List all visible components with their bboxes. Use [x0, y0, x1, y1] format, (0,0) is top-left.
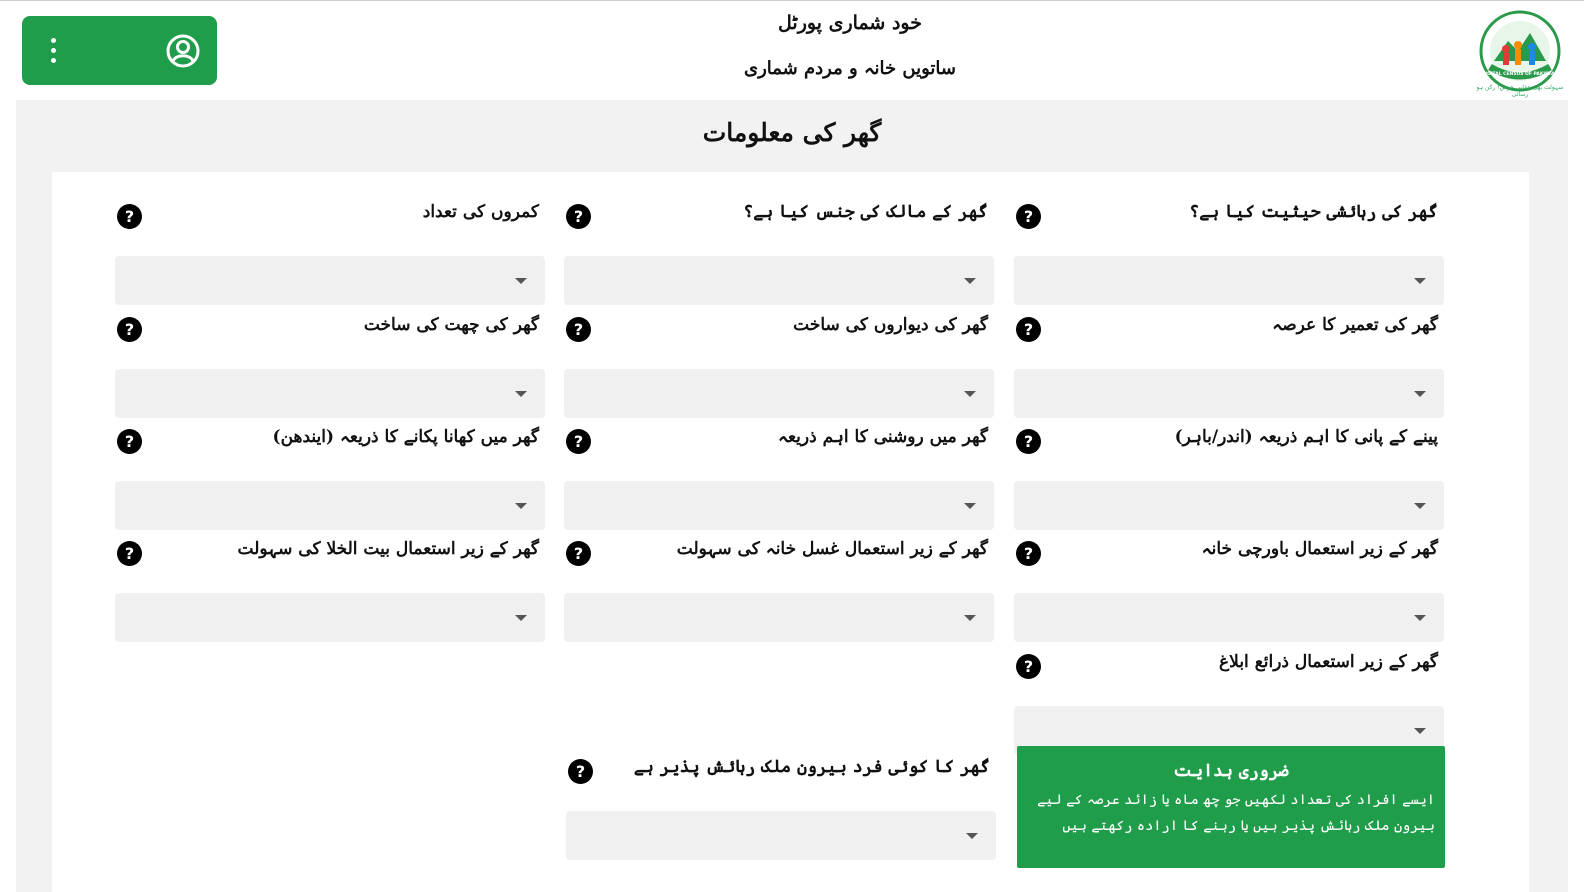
question-circle-icon[interactable]: ?	[568, 759, 593, 784]
chevron-down-icon	[964, 615, 976, 621]
field-label: گھر کے زیر استعمال باورچی خانہ	[1201, 539, 1438, 559]
question-circle-icon[interactable]: ?	[1016, 654, 1041, 679]
top-border	[0, 0, 1584, 1]
main-panel	[16, 100, 1568, 892]
chevron-down-icon	[964, 503, 976, 509]
kitchen-select[interactable]	[1014, 593, 1444, 642]
header-menu-box[interactable]	[22, 16, 217, 85]
wall-material-select[interactable]	[564, 369, 994, 418]
user-circle-icon[interactable]	[165, 33, 201, 69]
question-circle-icon[interactable]: ?	[566, 541, 591, 566]
chevron-down-icon	[1414, 728, 1426, 734]
kebab-menu-icon[interactable]	[50, 38, 56, 63]
chevron-down-icon	[1414, 278, 1426, 284]
question-circle-icon[interactable]: ?	[1016, 541, 1041, 566]
chevron-down-icon	[515, 503, 527, 509]
room-count-select[interactable]	[115, 256, 545, 305]
question-circle-icon[interactable]: ?	[566, 429, 591, 454]
member-abroad-select[interactable]	[566, 811, 996, 860]
chevron-down-icon	[515, 615, 527, 621]
question-circle-icon[interactable]: ?	[117, 429, 142, 454]
field-label: گھر کی دیواروں کی ساخت	[793, 315, 988, 335]
chevron-down-icon	[964, 391, 976, 397]
question-circle-icon[interactable]: ?	[117, 541, 142, 566]
field-label: گھر کے زیر استعمال غسل خانہ کی سہولت	[676, 539, 988, 559]
question-circle-icon[interactable]: ?	[566, 317, 591, 342]
field-label: گھر کے زیر استعمال بیت الخلا کی سہولت	[237, 539, 539, 559]
census-title: ساتویں خانہ و مردم شماری	[743, 58, 956, 79]
field-label: گھر میں کھانا پکانے کا ذریعہ (ایندھن)	[272, 427, 539, 447]
page-title: گھر کی معلومات	[702, 118, 882, 147]
notice-body: ایسے افراد کی تعداد لکھیں جو چھ ماہ یا زائد عرصہ کے لیے بیرون ملک رہائش پذیر ہیں یا رہنے کا ارادہ رکھتے ہیں	[1037, 792, 1435, 834]
logo-text: DIGITAL CENSUS OF PAKISTAN	[1481, 72, 1559, 77]
field-label: گھر کی رہائشی حیثیت کیا ہے؟	[1189, 202, 1438, 222]
chevron-down-icon	[966, 833, 978, 839]
field-label: گھر کے مالک کی جنس کیا ہے؟	[743, 202, 988, 222]
question-circle-icon[interactable]: ?	[566, 204, 591, 229]
form-card	[52, 172, 1529, 892]
chevron-down-icon	[964, 278, 976, 284]
census-logo	[1478, 9, 1562, 93]
chevron-down-icon	[1414, 503, 1426, 509]
important-notice	[1017, 746, 1445, 868]
residential-status-select[interactable]	[1014, 256, 1444, 305]
roof-material-select[interactable]	[115, 369, 545, 418]
chevron-down-icon	[1414, 615, 1426, 621]
chevron-down-icon	[515, 278, 527, 284]
field-label: گھر کی چھت کی ساخت	[363, 315, 539, 335]
lighting-source-select[interactable]	[564, 481, 994, 530]
chevron-down-icon	[515, 391, 527, 397]
portal-title: خود شماری پورٹل	[778, 12, 922, 34]
field-label: گھر میں روشنی کا اہم ذریعہ	[778, 427, 988, 447]
header-titles	[650, 8, 1050, 79]
question-circle-icon[interactable]: ?	[1016, 317, 1041, 342]
chevron-down-icon	[1414, 391, 1426, 397]
drinking-water-select[interactable]	[1014, 481, 1444, 530]
field-label: گھر کا کوئی فرد بیرون ملک رہائش پذیر ہے	[633, 757, 990, 777]
field-label: گھر کی تعمیر کا عرصہ	[1272, 315, 1438, 335]
notice-title: ضروری ہدایت	[1173, 761, 1289, 781]
toilet-select[interactable]	[115, 593, 545, 642]
cooking-fuel-select[interactable]	[115, 481, 545, 530]
field-label: کمروں کی تعداد	[422, 202, 539, 222]
bathroom-select[interactable]	[564, 593, 994, 642]
field-label: گھر کے زیر استعمال ذرائع ابلاغ	[1219, 652, 1438, 672]
question-circle-icon[interactable]: ?	[117, 317, 142, 342]
question-circle-icon[interactable]: ?	[1016, 204, 1041, 229]
construction-period-select[interactable]	[1014, 369, 1444, 418]
question-circle-icon[interactable]: ?	[1016, 429, 1041, 454]
owner-gender-select[interactable]	[564, 256, 994, 305]
field-label: پینے کے پانی کا اہم ذریعہ (اندر/باہر)	[1174, 427, 1438, 447]
question-circle-icon[interactable]: ?	[117, 204, 142, 229]
logo-caption: سہولت بھی عقابی خوش! رکن ہو رسائی	[1476, 84, 1564, 98]
